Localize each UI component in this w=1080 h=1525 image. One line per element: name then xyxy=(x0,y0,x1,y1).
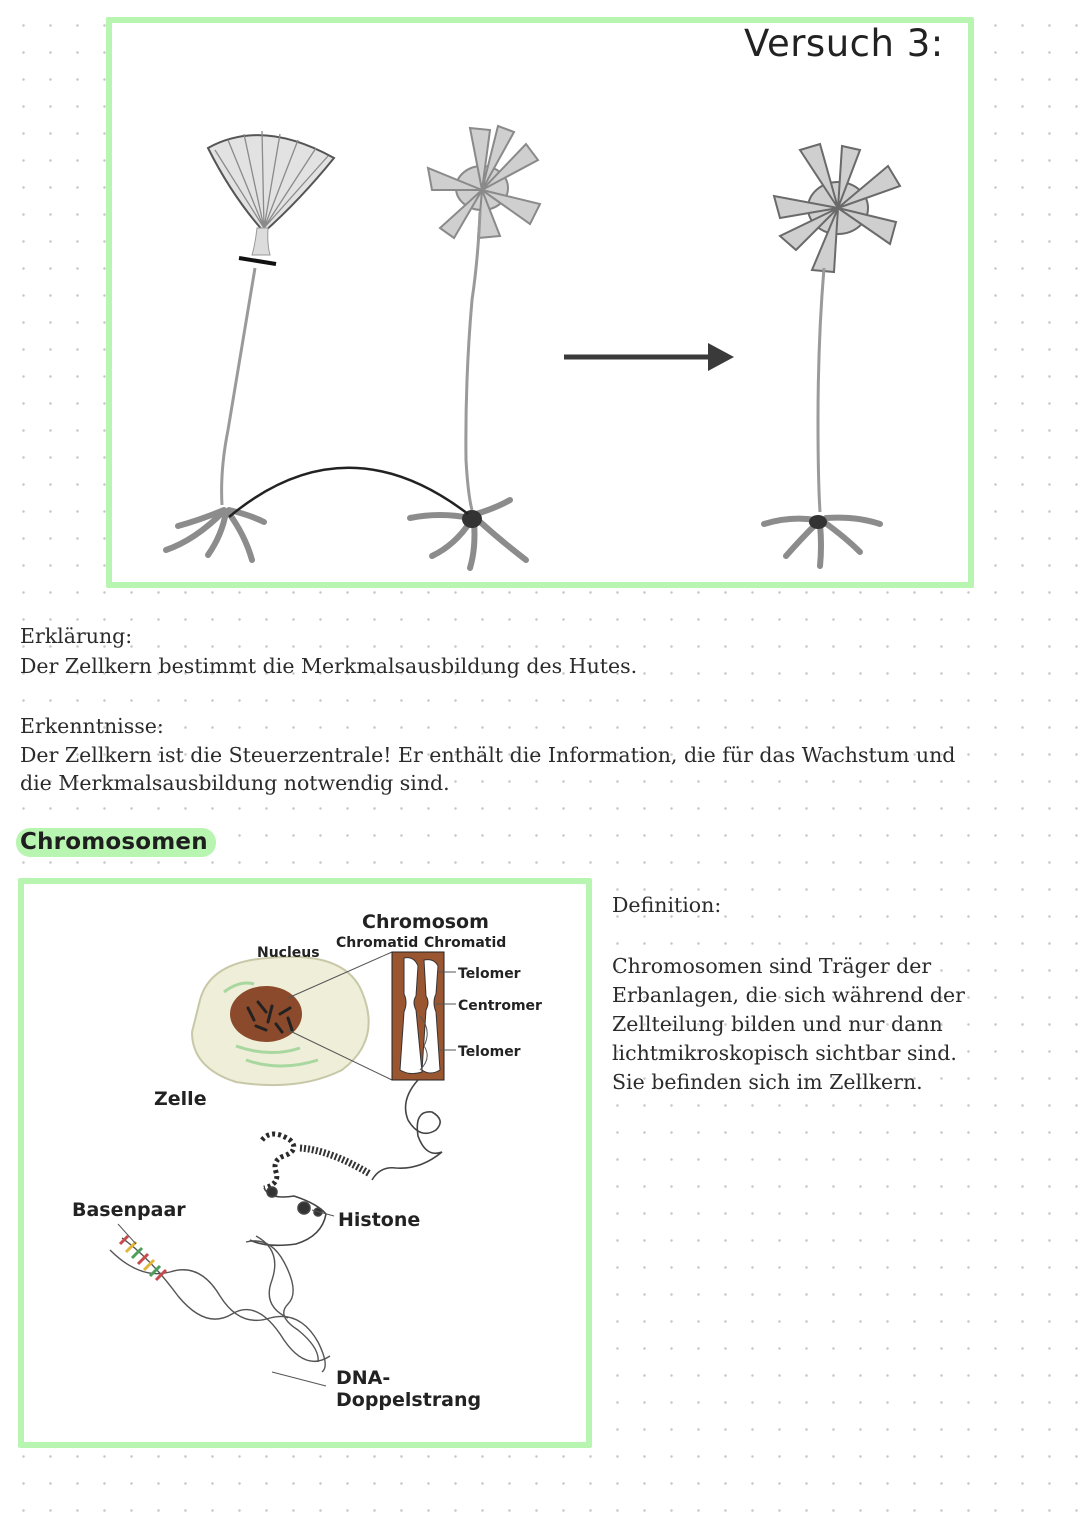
centromer-label: Centromer xyxy=(458,998,542,1014)
experiment-title: Versuch 3: xyxy=(744,22,944,65)
explanation-label: Erklärung: xyxy=(20,624,133,648)
definition-line-4: lichtmikroskopisch sichtbar sind. xyxy=(612,1041,957,1065)
chromosome-zoom-box xyxy=(392,952,444,1080)
findings-line-1: Der Zellkern ist die Steuerzentrale! Er enthält die Information, die für das Wachstum und xyxy=(20,743,956,767)
chromatid-right-label: Chromatid xyxy=(424,935,507,951)
cell-nucleus xyxy=(230,986,302,1042)
dna-double-helix xyxy=(110,1236,330,1372)
definition-line-3: Zellteilung bilden und nur dann xyxy=(612,1012,943,1036)
nucleus-label: Nucleus xyxy=(257,945,320,961)
findings-label: Erkenntnisse: xyxy=(20,714,164,738)
telomer-top-label: Telomer xyxy=(458,966,521,982)
histone-label: Histone xyxy=(338,1209,421,1231)
definition-line-1: Chromosomen sind Träger der xyxy=(612,954,932,978)
cell-label: Zelle xyxy=(154,1088,207,1110)
base-pair-label: Basenpaar xyxy=(72,1199,186,1221)
definition-label: Definition: xyxy=(612,893,722,917)
dna-label-line-1: DNA- xyxy=(336,1367,391,1389)
definition-line-2: Erbanlagen, die sich während der xyxy=(612,983,965,1007)
section-heading: Chromosomen xyxy=(16,828,216,857)
chromosome-title-label: Chromosom xyxy=(362,911,489,933)
explanation-text: Der Zellkern bestimmt die Merkmalsausbildung des Hutes. xyxy=(20,654,638,678)
telomer-bottom-label: Telomer xyxy=(458,1044,521,1060)
chromatid-left-label: Chromatid xyxy=(336,935,419,951)
definition-line-5: Sie befinden sich im Zellkern. xyxy=(612,1070,923,1094)
dna-leader xyxy=(272,1372,326,1386)
findings-line-2: die Merkmalsausbildung notwendig sind. xyxy=(20,771,450,795)
cell-drawing xyxy=(192,957,369,1085)
dna-label-line-2: Doppelstrang xyxy=(336,1389,482,1411)
